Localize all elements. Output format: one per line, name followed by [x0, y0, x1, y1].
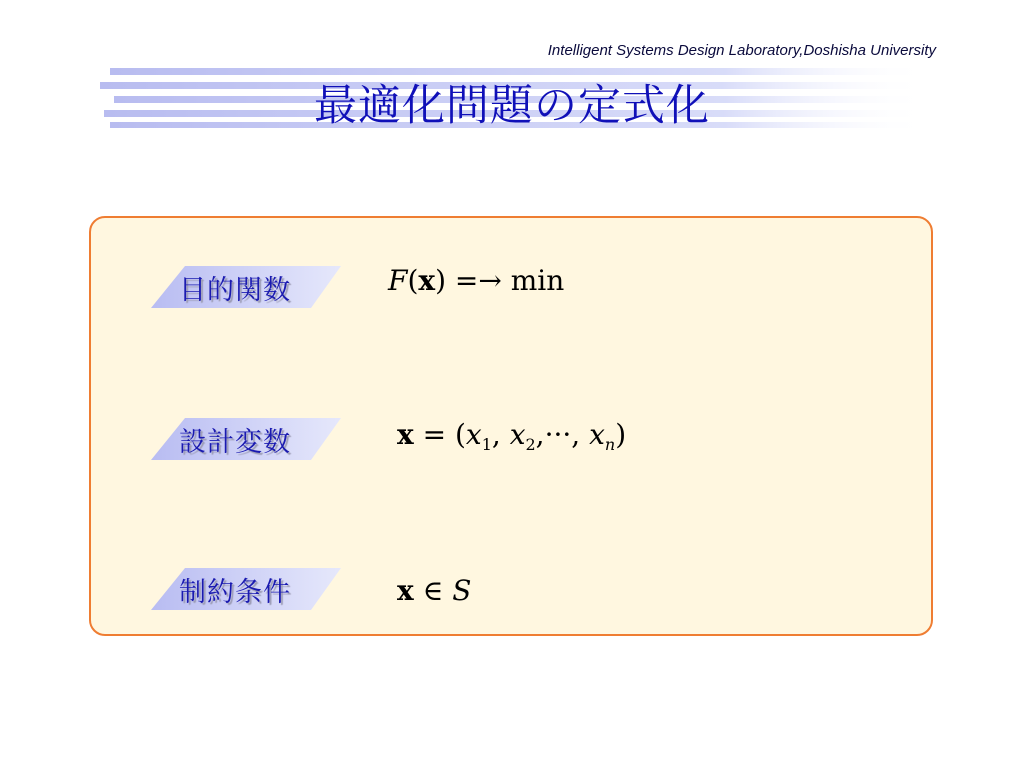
label-objective-function: [151, 266, 341, 310]
row-label-text: 目的関数: [179, 275, 291, 306]
slide-title: 最適化問題の定式化: [314, 81, 710, 131]
header-credit: Intelligent Systems Design Laboratory,Doshisha University: [547, 42, 936, 59]
row-label-text: 制約条件: [179, 577, 291, 608]
formula-constraints: x ∈ S: [397, 574, 472, 607]
label-design-variables: [151, 418, 341, 462]
content-box: [89, 216, 933, 636]
formula-design-variables: $x = (x_1$, $x_2,\cdot\cdot\cdot$, $x_n$): [397, 418, 627, 454]
row-label-text: 設計変数: [179, 427, 291, 458]
formula-objective: F(x) =→ min: [388, 264, 565, 297]
label-constraints: [151, 568, 341, 612]
